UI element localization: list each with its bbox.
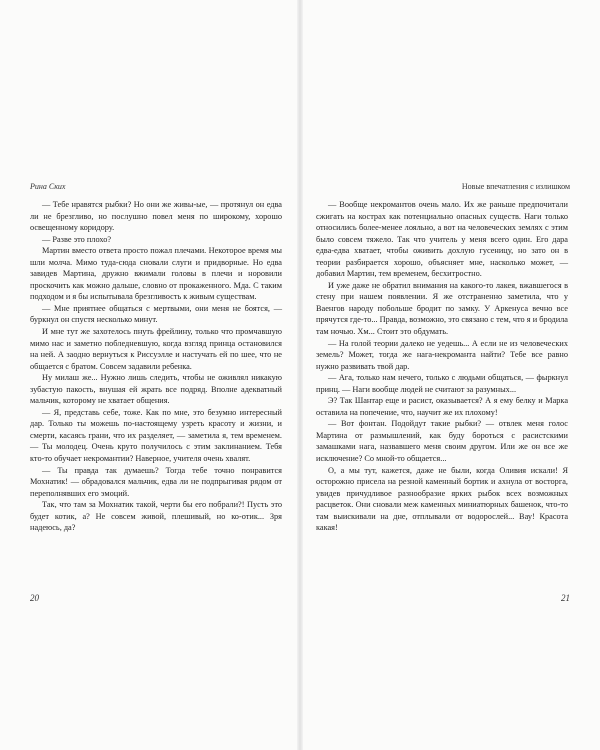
paragraph: — Вообще некромантов очень мало. Их же раньше предпочитали сжигать на кострах как потенциально опасных существ. Наги только относились более-менее лояльно, а вот на человеческих землях с этим было совсем тяжело. Так что учитель у меня всего один. Его дара едва-едва хватает, чтобы оживить дохлую гусеницу, но зато он в теории разбирается хорошо, объясняет мне, насколько может, — добавил Мартин, тем временем, бесхитростно.	[316, 200, 568, 279]
left-page	[0, 0, 298, 750]
paragraph: И уже даже не обратил внимания на какого-то лакея, вжавшегося в стену при нашем появлении. Я же отстраненно заметила, что у Ваенгов народу побольше бродит по замку. У Аркенуса вечно все прячутся где-то... Правда, возможно, это связано с тем, что я и бродила там ночью. Хм... Стоит это обдумать.	[316, 280, 568, 337]
right-page-number: 21	[561, 593, 570, 603]
paragraph: — Тебе нравятся рыбки? Но они же живы-ые, — протянул он едва ли не брезгливо, но послушно повел меня по широкому, хорошо освещенному коридору.	[30, 200, 282, 233]
right-running-head: Новые впечатления с излишком	[461, 182, 570, 191]
paragraph: О, а мы тут, кажется, даже не были, когда Оливия искали! Я осторожно присела на резной каменный бортик и ахнула от восторга, увидев причудливое разнообразие ярких рыбок всех возможных расцветок. Они сновали меж каменных миниатюрных башенок, что-то там выискивали на дне, отплывали от водорослей... Вау! Красота какая!	[316, 465, 568, 533]
paragraph: Э? Так Шантар еще и расист, оказывается? А я ему белку и Марка оставила на попечение, что, научит же их плохому!	[316, 396, 568, 417]
right-page-text	[316, 199, 568, 534]
paragraph: — На голой теории далеко не уедешь... А если не из человеческих земель? Может, тогда же нага-некроманта найти? Тебе все равно нужно развивать твой дар.	[316, 338, 568, 371]
paragraph: Ну милаш же... Нужно лишь следить, чтобы не оживлял никакую зубастую пакость, внушая ей жрать все подряд. Вполне адекватный мальчик, которому не хватает общения.	[30, 373, 282, 406]
right-page	[302, 0, 600, 750]
left-running-head: Рина Ских	[30, 182, 66, 191]
paragraph: — Ага, только нам нечего, только с людьми общаться, — фыркнул принц. — Наги вообще людей не считают за разумных...	[316, 373, 568, 394]
paragraph: — Ты правда так думаешь? Тогда тебе точно понравится Мохнатик! — обрадовался мальчик, едва ли не подпрыгивая рядом от переполнявших его эмоций.	[30, 465, 282, 498]
paragraph: Так, что там за Мохнатик такой, черти бы его побрали?! Пусть это будет котик, а? Не совсем живой, плешивый, но ко-отик... Зря надеюсь, да?	[30, 500, 282, 533]
paragraph: — Разве это плохо?	[42, 234, 112, 244]
paragraph: — Я, представь себе, тоже. Как по мне, это безумно интересный дар. Только ты можешь по-настоящему узреть красоту и жизни, и смерти, касаясь грани, что их разделяет, — заметила я, тем временем. — Ты молодец. Очень круто получилось с этим заклинанием. Тебя кто-то обучает некромантии? Наверное, учителя очень хвалят.	[30, 407, 282, 464]
paragraph: Мартин вместо ответа просто пожал плечами. Некоторое время мы шли молча. Мимо туда-сюда сновали слуги и придворные. Но едва завидев Мартина, дружно вжимали головы в плечи и норовили проскочить как можно дальше, словно от прокаженного. Мда. С таким подходом и я бы испытывала брезгливость к живым существам.	[30, 246, 282, 302]
left-page-text	[30, 199, 282, 534]
paragraph: И мне тут же захотелось пнуть фрейлину, только что промчавшую мимо нас и заметно побледневшую, когда взгляд принца остановился на ней. А заодно вернуться к Риссуэлле и настучать ей по шее, что не общается с братом. Совсем задавили ребенка.	[30, 327, 282, 371]
left-page-number: 20	[30, 593, 39, 603]
paragraph: — Вот фонтан. Подойдут такие рыбки? — отвлек меня голос Мартина от размышлений, как буду бороться с расистскими замашками нага, назвавшего меня своим другом. Или же он все же исключение? Со мной-то общается...	[316, 419, 568, 464]
paragraph: — Мне приятнее общаться с мертвыми, они меня не боятся, — буркнул он спустя несколько минут.	[30, 303, 282, 325]
